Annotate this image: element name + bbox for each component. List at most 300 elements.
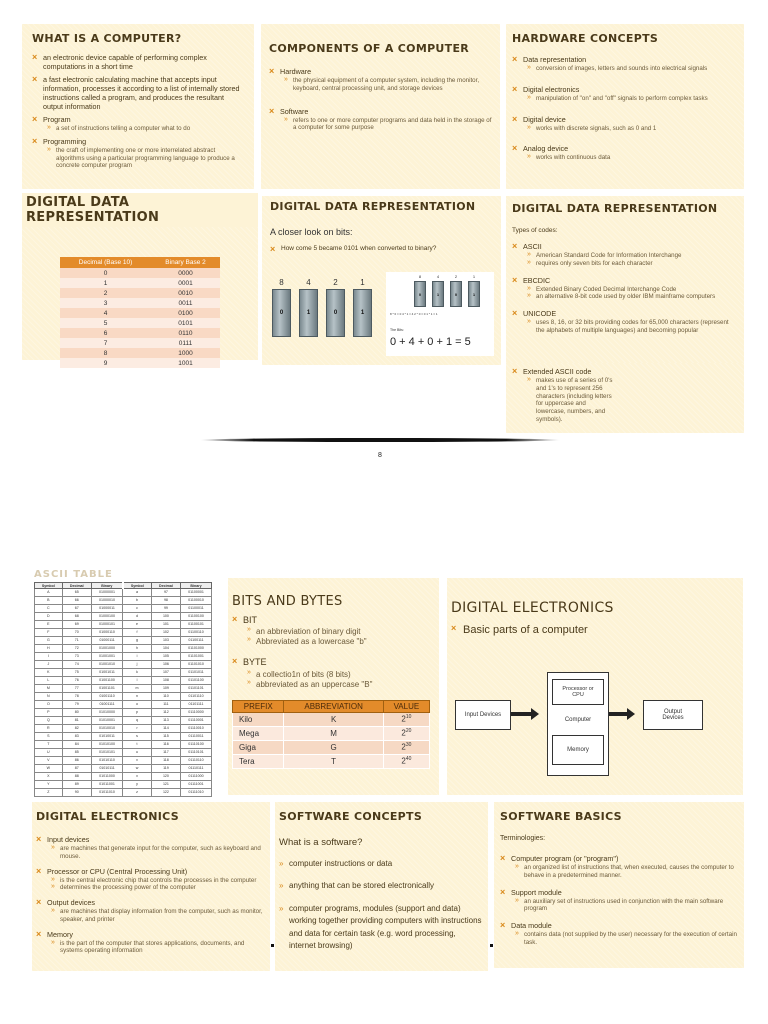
table-cell: A (35, 589, 63, 597)
table-cell: 01100111 (181, 637, 212, 645)
bit-switch (353, 278, 372, 337)
column-header: Symbol (35, 583, 63, 589)
table-cell: 67 (62, 605, 91, 613)
sub-item: » requires only seven bits for each character (527, 260, 738, 268)
table-cell: C (35, 605, 63, 613)
table-cell: 01001001 (91, 653, 122, 661)
table-row (60, 338, 220, 348)
list-item (32, 115, 244, 133)
table-cell: 01111001 (181, 781, 212, 789)
table-row (35, 693, 212, 701)
table-cell: 122 (151, 789, 180, 797)
table-cell: 0101 (178, 319, 193, 327)
bullet-icon: » (279, 881, 284, 891)
table-cell: 84 (62, 741, 91, 749)
table-cell: 99 (151, 605, 180, 613)
table-cell: 01101010 (181, 661, 212, 669)
list-item (512, 242, 738, 268)
table-cell: z (123, 789, 152, 797)
list-item-text: Software (280, 106, 309, 116)
bit-weight-label: 1 (472, 274, 476, 279)
list-item-text: Computer program (or "program") (511, 854, 619, 863)
sub-item: » American Standard Code for Information Interchange (527, 252, 738, 260)
list-item-text: Data representation (523, 55, 587, 64)
table-cell: R (35, 725, 63, 733)
column-header: Decimal (151, 583, 180, 589)
table-cell: 01101011 (181, 669, 212, 677)
table-cell: 111 (151, 701, 180, 709)
table-row (35, 637, 212, 645)
table-row (35, 773, 212, 781)
small-divider (271, 944, 274, 947)
bullet-list (36, 835, 266, 955)
table-cell: 83 (62, 733, 91, 741)
slide-title: SOFTWARE CONCEPTS (279, 810, 423, 823)
table-cell: d (123, 613, 152, 621)
table-cell: T (284, 754, 383, 768)
table-cell: 01010001 (91, 717, 122, 725)
table-cell: 4 (103, 309, 108, 317)
list-item-text: UNICODE (523, 309, 557, 318)
processor-box (552, 679, 604, 705)
slide-software-basics (494, 802, 744, 968)
table-row (60, 278, 220, 288)
table-cell: 01010110 (91, 757, 122, 765)
box-label: Input Devices (464, 712, 502, 718)
table-cell: H (35, 645, 63, 653)
small-divider (490, 944, 493, 947)
list-item (500, 921, 738, 947)
sub-item: » are machines that display information from the computer, such as monitor, speaker, and printer (51, 908, 266, 924)
table-row (35, 749, 212, 757)
slide-title: SOFTWARE BASICS (500, 810, 622, 823)
slide-title: DIGITAL ELECTRONICS (36, 810, 179, 823)
value-base: 2 (401, 728, 406, 738)
table-cell: 0100 (178, 309, 193, 317)
table-row (35, 661, 212, 669)
table-cell: Tera (233, 754, 284, 768)
slide-software-concepts (275, 802, 488, 971)
bit-value: 0 (418, 291, 422, 297)
table-cell (383, 726, 429, 740)
bit-value: 1 (306, 310, 311, 316)
page-divider (200, 438, 560, 442)
table-cell: 85 (62, 749, 91, 757)
slide-digital-data-representation-table (22, 193, 258, 367)
table-cell (383, 712, 429, 726)
output-devices-box (643, 700, 703, 730)
table-cell: 0 (103, 269, 108, 277)
slide-intro: Terminologies: (500, 835, 546, 842)
sub-item: » the physical equipment of a computer system, including the monitor, keyboard, central processing unit, and storage devices (284, 77, 492, 93)
table-cell: Kilo (233, 712, 284, 726)
table-cell: 105 (151, 653, 180, 661)
list-item-text: computer instructions or data (289, 859, 393, 868)
slide-subtitle: What is a software? (279, 837, 363, 848)
table-cell: G (35, 637, 63, 645)
table-cell: Giga (233, 740, 284, 754)
table-cell: 90 (62, 789, 91, 797)
table-row (35, 725, 212, 733)
table-cell: 01100001 (181, 589, 212, 597)
switch-block-icon (432, 281, 444, 307)
sub-item: » abbreviated as an uppercase "B" (247, 680, 435, 690)
ascii-code-table (34, 582, 212, 797)
table-row (60, 348, 220, 358)
table-cell: 01100100 (181, 613, 212, 621)
table-cell: 100 (151, 613, 180, 621)
table-cell: b (123, 597, 152, 605)
list-item-text: BYTE (243, 657, 267, 668)
table-cell: 103 (151, 637, 180, 645)
table-row (233, 726, 430, 740)
table-cell: 01000111 (91, 637, 122, 645)
table-cell: 97 (151, 589, 180, 597)
table-cell: 01110101 (181, 749, 212, 757)
table-cell: 72 (62, 645, 91, 653)
column-header: PREFIX (233, 700, 284, 712)
table-cell: 0011 (178, 299, 193, 307)
table-cell: 8 (103, 349, 108, 357)
table-cell: 01000110 (91, 629, 122, 637)
table-cell: O (35, 701, 63, 709)
sub-list (511, 931, 738, 947)
input-devices-box (455, 700, 511, 730)
table-cell: 01001011 (91, 669, 122, 677)
table-cell: 68 (62, 613, 91, 621)
slide-bits-and-bytes (228, 578, 439, 795)
table-cell: 01010101 (91, 749, 122, 757)
table-cell: 01101111 (181, 701, 212, 709)
table-cell: 109 (151, 685, 180, 693)
table-row (60, 358, 220, 368)
table-cell: 117 (151, 749, 180, 757)
list-item (232, 657, 435, 689)
bit-weight-label: 2 (454, 274, 458, 279)
table-cell: p (123, 709, 152, 717)
table-cell: q (123, 717, 152, 725)
list-item (269, 67, 492, 93)
sub-list (47, 908, 266, 924)
list-item-text: Support module (511, 887, 562, 897)
sub-list (47, 940, 266, 956)
list-item-text: ASCII (523, 242, 542, 251)
sub-item: » determines the processing power of the computer (51, 884, 266, 892)
table-cell: 87 (62, 765, 91, 773)
list-item (36, 898, 266, 924)
table-cell: c (123, 605, 152, 613)
table-cell: t (123, 741, 152, 749)
table-cell: 104 (151, 645, 180, 653)
sub-item: » refers to one or more computer programs and data held in the storage of a computer for some purpose (284, 117, 492, 133)
list-item (32, 75, 244, 111)
switch-block-icon (299, 289, 318, 337)
table-cell: 01001110 (91, 693, 122, 701)
sub-item: » an auxiliary set of instructions used in conjunction with the main software program (515, 898, 738, 914)
bullet-list (279, 858, 484, 952)
table-cell: 66 (62, 597, 91, 605)
sub-item: » a collectio1n of bits (8 bits) (247, 670, 435, 680)
list-item (512, 85, 738, 103)
table-cell: G (284, 740, 383, 754)
sub-list (47, 845, 266, 861)
list-item-text: Digital electronics (523, 84, 580, 94)
table-cell: k (123, 669, 152, 677)
slide-title: DIGITAL DATA REPRESENTATION (22, 193, 258, 227)
bullet-list (512, 242, 738, 335)
table-row (233, 754, 430, 768)
bit-weight-label: 1 (360, 278, 365, 287)
table-cell: M (284, 726, 383, 740)
arrow-right-icon (511, 712, 533, 716)
switch-block-icon (326, 289, 345, 337)
table-cell: 01110110 (181, 757, 212, 765)
table-cell: 01010010 (91, 725, 122, 733)
table-cell: 98 (151, 597, 180, 605)
sub-list (47, 877, 266, 893)
bits-label: The Bits: (390, 328, 404, 332)
arrow-head-icon (531, 708, 539, 720)
sub-list (523, 125, 738, 133)
table-cell: 76 (62, 677, 91, 685)
list-item (36, 867, 266, 893)
bullet-list (512, 367, 738, 424)
slide-title: BITS AND BYTES (232, 594, 343, 609)
bit-value: 1 (472, 291, 476, 297)
bit-switch (432, 274, 444, 307)
table-cell: E (35, 621, 63, 629)
table-cell: 77 (62, 685, 91, 693)
sub-item: » a set of instructions telling a computer what to do (47, 125, 244, 133)
sub-list (43, 125, 244, 133)
list-item (36, 930, 266, 956)
list-item (500, 854, 738, 880)
list-item (279, 858, 484, 870)
table-cell: 1 (103, 279, 108, 287)
table-cell: 88 (62, 773, 91, 781)
table-cell: 80 (62, 709, 91, 717)
table-cell: W (35, 765, 63, 773)
table-cell: n (123, 693, 152, 701)
table-cell: 69 (62, 621, 91, 629)
computer-box (547, 672, 609, 776)
table-row (60, 328, 220, 338)
table-cell: j (123, 661, 152, 669)
slide-title: COMPONENTS OF A COMPUTER (269, 42, 470, 55)
table-cell: 01001000 (91, 645, 122, 653)
table-cell: r (123, 725, 152, 733)
slide-title: WHAT IS A COMPUTER? (32, 32, 182, 45)
table-cell: 2 (103, 289, 108, 297)
table-row (35, 613, 212, 621)
table-cell: I (35, 653, 63, 661)
switch-block-icon (272, 289, 291, 337)
table-cell: 0111 (178, 339, 193, 347)
sub-item: » Extended Binary Coded Decimal Interchange Code (527, 286, 738, 294)
table-cell: 0110 (178, 329, 193, 337)
table-cell: K (35, 669, 63, 677)
table-cell: 106 (151, 661, 180, 669)
table-cell: 73 (62, 653, 91, 661)
list-item-text: Input devices (47, 835, 90, 844)
value-base: 2 (401, 756, 406, 766)
slide-intro: Types of codes: (512, 227, 558, 234)
table-row (35, 605, 212, 613)
table-row (35, 621, 212, 629)
table-cell: 01010111 (91, 765, 122, 773)
table-cell: 121 (151, 781, 180, 789)
slide-hardware-concepts (506, 24, 744, 189)
slide-title: DIGITAL DATA REPRESENTATION (270, 200, 476, 213)
table-cell: 70 (62, 629, 91, 637)
table-cell: 01011000 (91, 773, 122, 781)
table-cell: 65 (62, 589, 91, 597)
value-exponent: 10 (405, 714, 412, 721)
memory-box (552, 735, 604, 765)
table-cell: 01000011 (91, 605, 122, 613)
table-cell: 01110010 (181, 725, 212, 733)
bit-switch (414, 274, 426, 307)
slide-title-faded: ASCII TABLE (34, 569, 113, 580)
list-item-text: an electronic device capable of performing complex computations in a short time (43, 53, 207, 71)
table-row (35, 781, 212, 789)
table-cell: 01001111 (91, 701, 122, 709)
table-cell: 5 (103, 319, 108, 327)
table-cell (383, 754, 429, 768)
table-cell: h (123, 645, 152, 653)
table-cell: 01110111 (181, 765, 212, 773)
list-item (32, 53, 244, 71)
list-item (512, 309, 738, 335)
bullet-list (269, 67, 492, 132)
list-item (279, 880, 484, 892)
sub-item: » are machines that generate input for the computer, such as keyboard and mouse. (51, 845, 266, 861)
column-header: Binary (181, 583, 212, 589)
table-cell: 01000010 (91, 597, 122, 605)
table-cell: 71 (62, 637, 91, 645)
slide-title: DIGITAL DATA REPRESENTATION (512, 202, 718, 215)
bit-value: 0 (454, 291, 458, 297)
column-header: ABBREVIATION (284, 700, 383, 712)
table-row (60, 318, 220, 328)
list-item-text: Programming (43, 136, 87, 146)
table-row (35, 741, 212, 749)
column-header: Binary (91, 583, 122, 589)
table-row (35, 677, 212, 685)
table-cell: 01100110 (181, 629, 212, 637)
sub-item: » contains data (not supplied by the user) necessary for the execution of certain task. (515, 931, 738, 947)
list-item-text: a fast electronic calculating machine that accepts input information, processes it according to a list of internally stored instructions called a program, and produces the resultant output information (43, 75, 240, 111)
table-cell: 1001 (178, 359, 193, 367)
table-cell: Y (35, 781, 63, 789)
list-item-text: Data module (511, 921, 552, 930)
sub-list (511, 898, 738, 914)
table-cell: 01001100 (91, 677, 122, 685)
table-cell: M (35, 685, 63, 693)
table-cell: 01101001 (181, 653, 212, 661)
table-cell: o (123, 701, 152, 709)
sub-item: » conversion of images, letters and sounds into electrical signals (527, 65, 738, 73)
list-item (32, 137, 244, 170)
table-cell: 114 (151, 725, 180, 733)
table-cell: 79 (62, 701, 91, 709)
bit-value: 0 (333, 310, 338, 316)
table-row (60, 308, 220, 318)
table-cell: L (35, 677, 63, 685)
table-cell: B (35, 597, 63, 605)
table-row (233, 740, 430, 754)
table-cell: 01000001 (91, 589, 122, 597)
slide-components-of-a-computer (261, 24, 500, 189)
slide-what-is-a-computer (22, 24, 254, 189)
bullet-list (32, 53, 244, 170)
table-cell: 01110100 (181, 741, 212, 749)
arrow-right-icon (609, 712, 629, 716)
list-item (512, 115, 738, 133)
table-cell: 1000 (178, 349, 193, 357)
list-item-text: computer programs, modules (support and data) working together providing computers with instructions and data for certain task (e.g. word processing, internet browsing) (289, 903, 482, 950)
table-cell: s (123, 733, 152, 741)
table-cell: X (35, 773, 63, 781)
slide-title: HARDWARE CONCEPTS (512, 32, 659, 45)
sub-list (511, 864, 738, 880)
table-cell: 0000 (178, 269, 193, 277)
bit-switches-large (272, 278, 382, 338)
table-row (60, 268, 220, 278)
table-cell: x (123, 773, 152, 781)
table-cell: e (123, 621, 152, 629)
table-cell: 01100101 (181, 621, 212, 629)
table-cell: 01000101 (91, 621, 122, 629)
bit-value: 1 (360, 310, 365, 316)
table-cell: w (123, 765, 152, 773)
bullet-list (500, 854, 738, 947)
sub-list (243, 627, 435, 647)
bit-switch (468, 274, 480, 307)
sub-list (523, 95, 738, 103)
sub-item: » works with continuous data (527, 154, 738, 162)
column-header: VALUE (383, 700, 429, 712)
sub-item: » an alternative 8-bit code used by older IBM mainframe computers (527, 293, 738, 301)
sub-item: » is the part of the computer that stores applications, documents, and systems operating information (51, 940, 266, 956)
table-cell: 01010000 (91, 709, 122, 717)
table-cell: 01101101 (181, 685, 212, 693)
bit-weight-label: 8 (279, 278, 284, 287)
table-cell: N (35, 693, 63, 701)
slide-extended-ascii (506, 363, 744, 433)
sub-list (523, 319, 738, 335)
sub-item: » manipulation of "on" and "off" signals to perform complex tasks (527, 95, 738, 103)
table-cell: P (35, 709, 63, 717)
table-cell: 7 (103, 339, 108, 347)
table-cell: 6 (103, 329, 108, 337)
table-cell: T (35, 741, 63, 749)
list-item (269, 107, 492, 133)
slide-title: DIGITAL ELECTRONICS (451, 600, 614, 616)
bit-weight-label: 2 (333, 278, 338, 287)
table-row (35, 765, 212, 773)
table-cell: 115 (151, 733, 180, 741)
value-exponent: 20 (405, 728, 412, 735)
value-base: 2 (401, 714, 406, 724)
bit-switch (326, 278, 345, 337)
list-item (512, 276, 738, 302)
list-item (279, 903, 484, 953)
list-item-text: Extended ASCII code (523, 367, 592, 376)
table-row (35, 757, 212, 765)
bit-switch (450, 274, 462, 307)
sub-list (280, 117, 492, 133)
